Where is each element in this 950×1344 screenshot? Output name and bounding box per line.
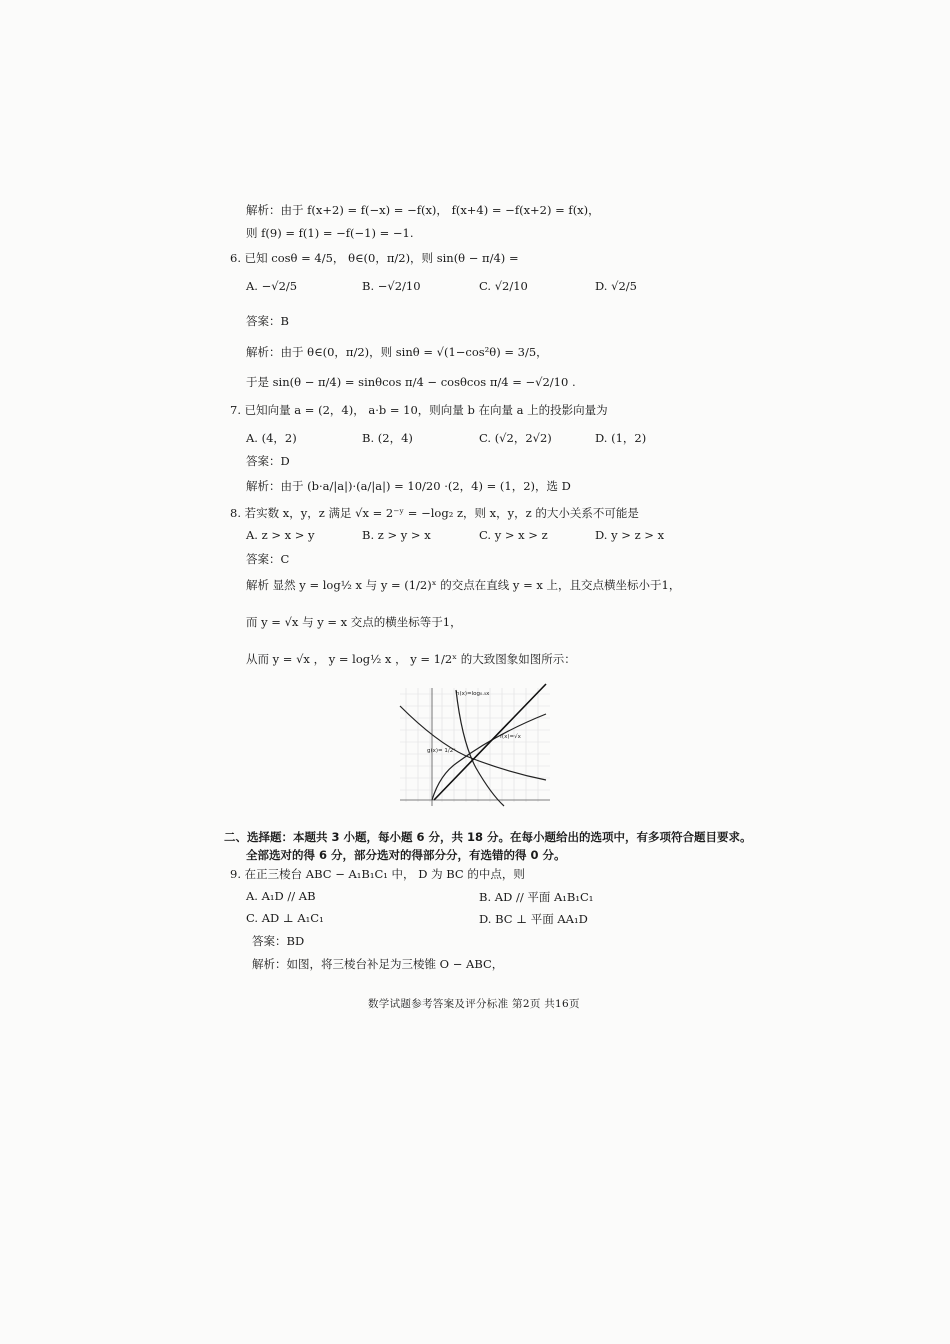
option-a: A. (4，2) — [246, 431, 297, 445]
option-b: B. z > y > x — [362, 528, 431, 542]
option-a: A. z > x > y — [246, 528, 315, 542]
option-d: D. BC ⊥ 平面 AA₁D — [479, 912, 588, 926]
question-8: 8. 若实数 x，y，z 满足 √x = 2⁻ʸ = −log₂ z，则 x，y，z 的大小关系不可能是 — [230, 506, 639, 520]
section-heading: 二、选择题：本题共 3 小题，每小题 6 分，共 18 分。在每小题给出的选项中，有多项符合题目要求。 — [224, 830, 752, 844]
label-g: g(x)= 1/2ˣ — [427, 748, 456, 754]
option-c: C. √2/10 — [479, 279, 528, 293]
solution-line: 而 y = √x 与 y = x 交点的横坐标等于1， — [246, 615, 462, 629]
option-c: C. (√2，2√2) — [479, 431, 552, 445]
option-b: B. −√2/10 — [362, 279, 421, 293]
text-line: 解析：由于 f(x+2) = f(−x) = −f(x)， f(x+4) = −f(x+2) = f(x)， — [246, 203, 600, 217]
answer: 答案：BD — [252, 934, 305, 948]
option-d: D. y > z > x — [595, 528, 665, 542]
option-d: D. (1，2) — [595, 431, 647, 445]
option-d: D. √2/5 — [595, 279, 637, 293]
option-a: A. A₁D // AB — [246, 889, 316, 903]
function-graph — [396, 682, 554, 810]
question-7: 7. 已知向量 a = (2，4)， a·b = 10，则向量 b 在向量 a 上的投影向量为 — [230, 403, 608, 417]
solution-line: 从而 y = √x ， y = log½ x ， y = 1/2ˣ 的大致图象如图所示： — [246, 652, 576, 666]
option-c: C. AD ⊥ A₁C₁ — [246, 911, 324, 925]
section-heading: 全部选对的得 6 分，部分选对的得部分分，有选错的得 0 分。 — [246, 848, 566, 862]
page-footer: 数学试题参考答案及评分标准 第2页 共16页 — [368, 998, 580, 1010]
question-6: 6. 已知 cosθ = 4/5， θ∈(0，π/2)，则 sin(θ − π/4) = — [230, 251, 519, 265]
label-h: h(x)=log₀.₅x — [456, 691, 490, 697]
solution-line: 于是 sin(θ − π/4) = sinθcos π/4 − cosθcos π/4 = −√2/10 . — [246, 375, 576, 389]
text-line: 则 f(9) = f(1) = −f(−1) = −1. — [246, 226, 414, 240]
answer: 答案：C — [246, 552, 290, 566]
option-a: A. −√2/5 — [246, 279, 298, 293]
option-b: B. (2，4) — [362, 431, 413, 445]
solution-line: 解析：如图，将三棱台补足为三棱锥 O − ABC， — [252, 957, 504, 971]
solution-line: 解析 显然 y = log½ x 与 y = (1/2)ˣ 的交点在直线 y = x 上，且交点横坐标小于1， — [246, 578, 681, 592]
solution-line: 解析：由于 (b·a/|a|)·(a/|a|) = 10/20 ·(2，4) = (1，2)，选 D — [246, 479, 571, 493]
solution-line: 解析：由于 θ∈(0，π/2)，则 sinθ = √(1−cos²θ) = 3/5， — [246, 345, 548, 359]
option-c: C. y > x > z — [479, 528, 548, 542]
question-9: 9. 在正三棱台 ABC − A₁B₁C₁ 中， D 为 BC 的中点，则 — [230, 867, 525, 881]
answer: 答案：B — [246, 314, 289, 328]
label-f: f(x)=√x — [500, 734, 521, 740]
option-b: B. AD // 平面 A₁B₁C₁ — [479, 890, 594, 904]
answer: 答案：D — [246, 454, 290, 468]
